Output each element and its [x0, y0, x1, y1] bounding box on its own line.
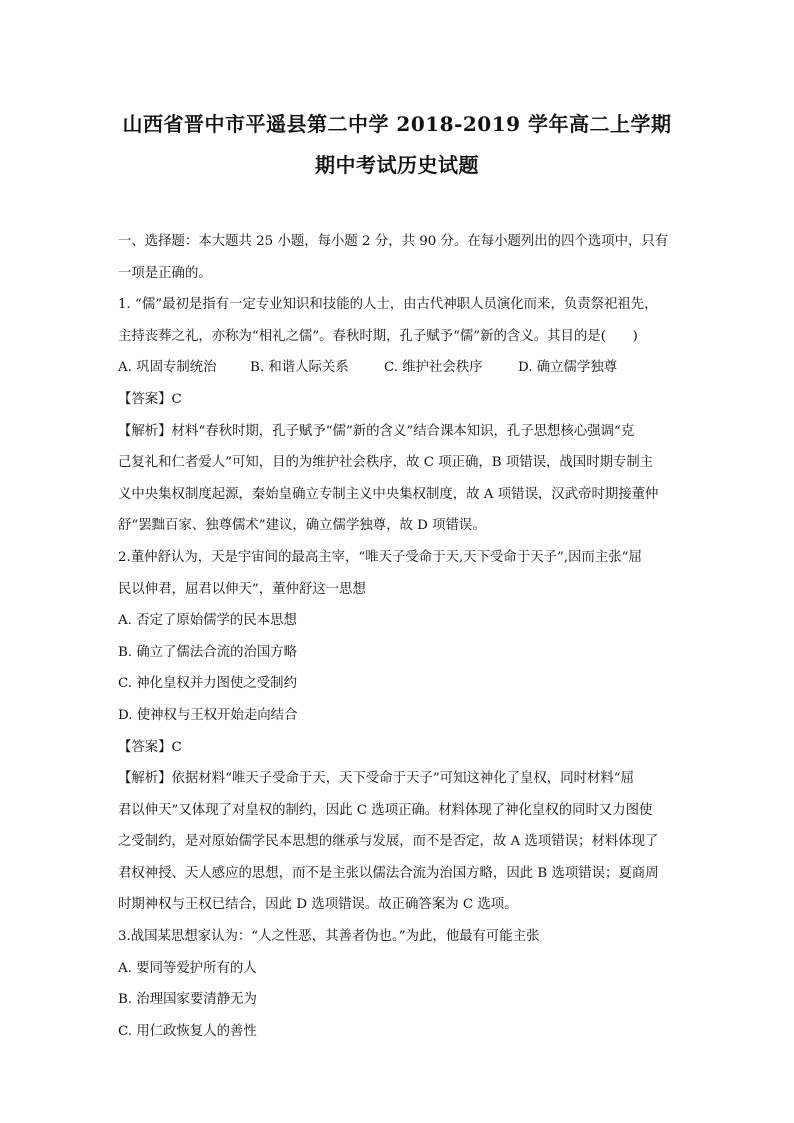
question-2-option-c: C. 神化皇权并力图使之受制约 [118, 676, 297, 692]
document-title-line-2: 期中考试历史试题 [315, 153, 479, 177]
question-3-stem-line-1: 3.战国某思想家认为：“人之性恶，其善者伪也。”为此，他最有可能主张 [118, 929, 540, 945]
question-1-stem-line-2: 主持丧葬之礼，亦称为“相礼之儒”。春秋时期，孔子赋予“儒”新的含义。其目的是( ) [118, 328, 638, 344]
question-1-option-b: B. 和谐人际关系 [250, 360, 349, 376]
question-2-option-d: D. 使神权与王权开始走向结合 [118, 707, 298, 723]
question-2-analysis-line-3: 之受制约，是对原始儒学民本思想的继承与发展，而不是否定，故 A 选项错误；材料体现了 [118, 834, 659, 850]
question-3-option-c: C. 用仁政恢复人的善性 [118, 1023, 257, 1039]
question-2-stem-line-1: 2.董仲舒认为，天是宇宙间的最高主宰，“唯天子受命于天,天下受命于天子”,因而主张“屈 [118, 549, 642, 565]
question-2-analysis-line-2: 君以伸天”又体现了对皇权的制约，因此 C 选项正确。材料体现了神化皇权的同时又力图使 [118, 802, 653, 818]
question-1-analysis-line-3: 义中央集权制度起源，秦始皇确立专制主义中央集权制度，故 A 项错误，汉武帝时期接董仲 [118, 486, 659, 502]
question-1-analysis-line-1: 【解析】材料“春秋时期，孔子赋予“儒”新的含义”结合课本知识，孔子思想核心强调“克 [118, 423, 635, 439]
question-1-options [118, 352, 678, 384]
question-1-analysis-line-2: 己复礼和仁者爱人”可知，目的为维护社会秩序，故 C 项正确，B 项错误，战国时期专制主 [118, 455, 654, 471]
question-1-analysis-line-4: 舒“罢黜百家、独尊儒术”建议，确立儒学独尊，故 D 项错误。 [118, 518, 486, 534]
document-title-line-1: 山西省晋中市平遥县第二中学 2018-2019 学年高二上学期 [122, 112, 672, 136]
question-1-option-c: C. 维护社会秩序 [384, 360, 483, 376]
question-3-option-a: A. 要同等爱护所有的人 [118, 960, 257, 976]
section-instructions-line-2: 一项是正确的。 [118, 265, 212, 281]
question-2-option-a: A. 否定了原始儒学的民本思想 [118, 613, 297, 629]
question-1-answer: 【答案】C [118, 391, 182, 407]
question-1-option-d: D. 确立儒学独尊 [518, 360, 618, 376]
question-2-analysis-line-5: 时期神权与王权已结合，因此 D 选项错误。故正确答案为 C 选项。 [118, 897, 518, 913]
question-2-answer: 【答案】C [118, 739, 182, 755]
question-2-analysis-line-4: 君权神授、天人感应的思想，而不是主张以儒法合流为治国方略，因此 B 选项错误；夏商周 [118, 865, 659, 881]
section-instructions-line-1: 一、选择题：本大题共 25 小题，每小题 2 分，共 90 分。在每小题列出的四个选项中，只有 [118, 234, 669, 249]
question-1-stem-line-1: 1. “儒”最初是指有一定专业知识和技能的人士，由古代神职人员演化而来，负责祭祀祖先， [118, 297, 658, 313]
question-3-option-b: B. 治理国家要清静无为 [118, 992, 257, 1008]
question-2-stem-line-2: 民以伸君，屈君以伸天”，董仲舒这一思想 [118, 581, 366, 597]
question-2-analysis-line-1: 【解析】依据材料“唯天子受命于天，天下受命于天子”可知这神化了皇权，同时材料“屈 [118, 771, 634, 787]
question-2-option-b: B. 确立了儒法合流的治国方略 [118, 644, 298, 660]
question-1-option-a: A. 巩固专制统治 [118, 360, 217, 376]
document-body [118, 226, 678, 1047]
